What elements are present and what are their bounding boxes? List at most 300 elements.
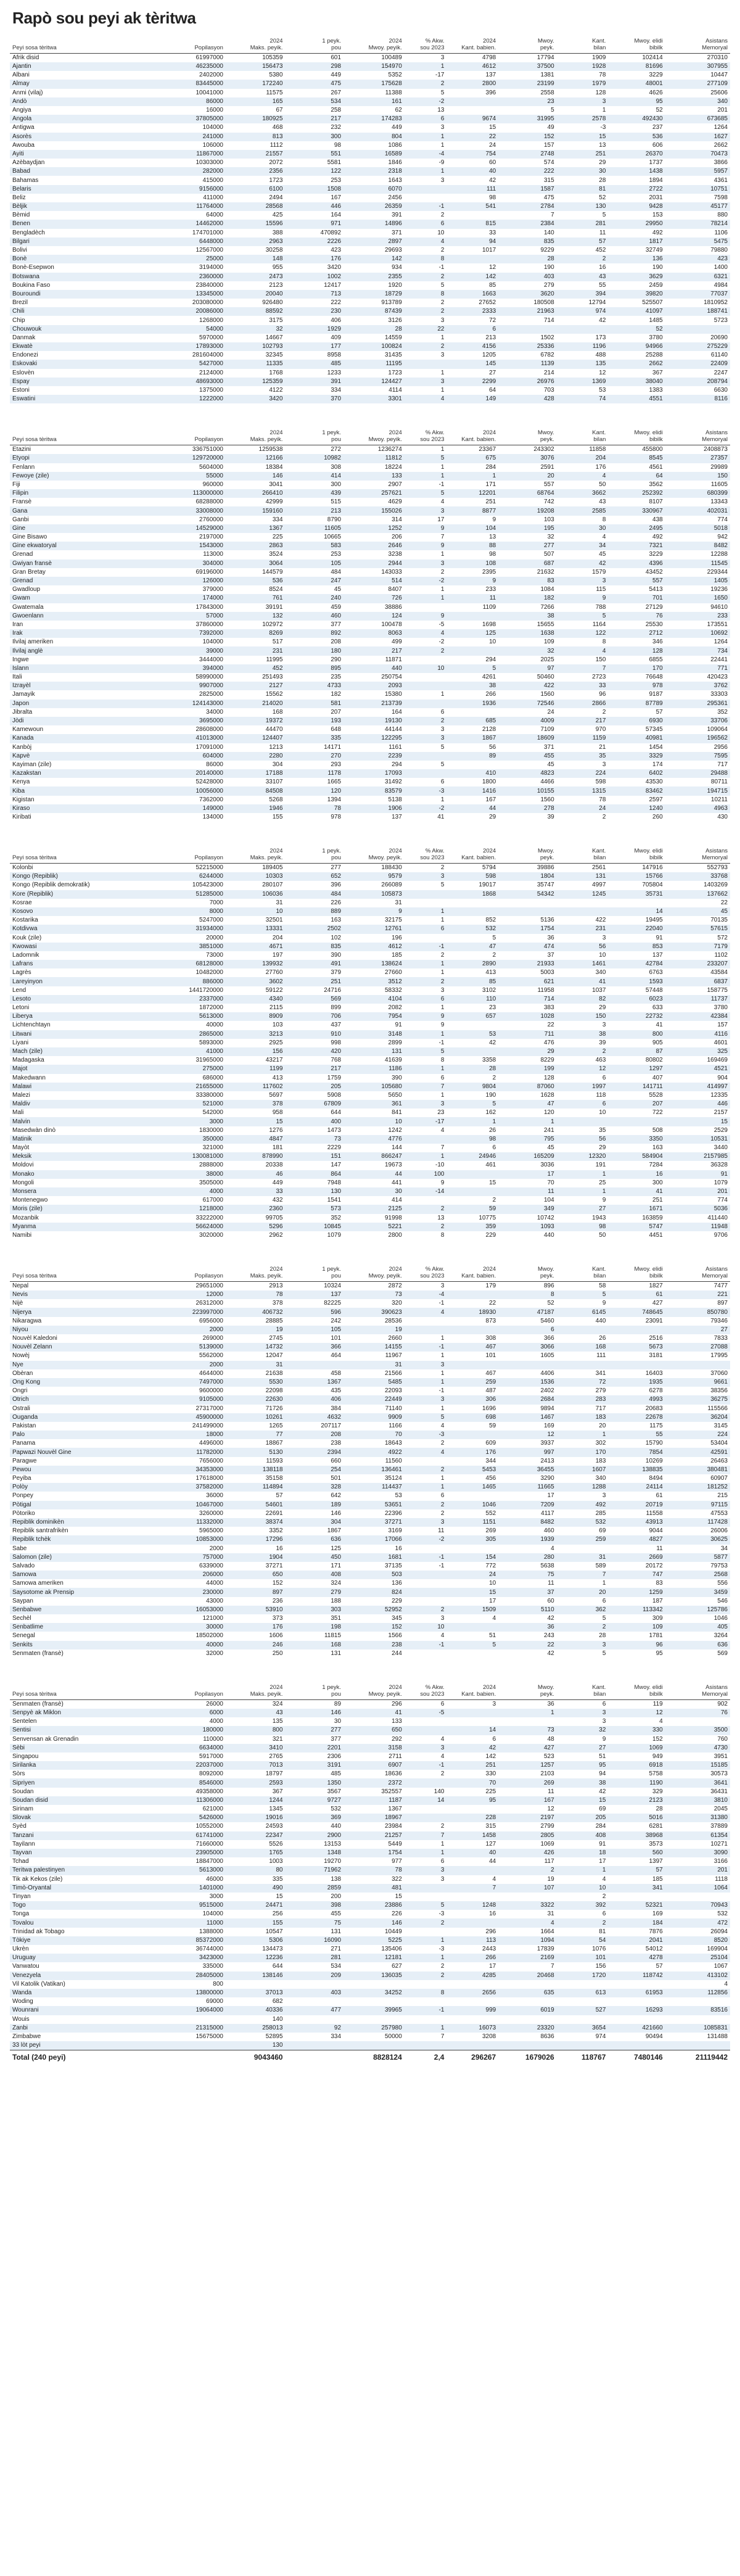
table-row[interactable] [10, 229, 730, 237]
column-header[interactable] [343, 848, 405, 864]
column-header[interactable] [343, 429, 405, 445]
table-row[interactable] [10, 1369, 730, 1378]
table-row[interactable] [10, 804, 730, 813]
table-row[interactable] [10, 211, 730, 220]
table-row[interactable] [10, 1108, 730, 1117]
table-row[interactable] [10, 307, 730, 316]
column-header[interactable] [405, 429, 447, 445]
table-row[interactable] [10, 1012, 730, 1021]
table-row[interactable] [10, 725, 730, 734]
table-row[interactable] [10, 1395, 730, 1404]
value-cell: 30 [286, 1717, 343, 1726]
table-row[interactable] [10, 351, 730, 360]
table-row[interactable] [10, 342, 730, 351]
column-header[interactable] [286, 38, 343, 54]
table-row[interactable] [10, 1223, 730, 1231]
table-row[interactable] [10, 1196, 730, 1205]
table-row[interactable] [10, 1170, 730, 1179]
value-cell: 294 [343, 761, 405, 769]
table-row[interactable] [10, 220, 730, 228]
table-row[interactable] [10, 1430, 730, 1439]
table-row[interactable] [10, 1100, 730, 1108]
table-row[interactable] [10, 1623, 730, 1632]
table-row[interactable] [10, 752, 730, 761]
table-row[interactable] [10, 778, 730, 786]
column-header[interactable] [557, 848, 609, 864]
column-header[interactable] [10, 429, 139, 445]
table-row[interactable] [10, 1326, 730, 1334]
table-row[interactable] [10, 1588, 730, 1596]
table-row[interactable] [10, 1413, 730, 1422]
table-row[interactable] [10, 445, 730, 455]
table-row[interactable] [10, 1509, 730, 1518]
table-row[interactable] [10, 629, 730, 638]
column-header[interactable] [405, 1266, 447, 1282]
column-header[interactable] [608, 429, 665, 445]
table-row[interactable] [10, 524, 730, 533]
table-row[interactable] [10, 1126, 730, 1135]
table-row[interactable] [10, 1483, 730, 1492]
table-row[interactable] [10, 1778, 730, 1787]
table-row[interactable] [10, 1849, 730, 1857]
country-name-cell: Ongri [10, 1387, 139, 1395]
value-cell: 30 [343, 1187, 405, 1196]
column-header[interactable] [10, 38, 139, 54]
table-row[interactable] [10, 621, 730, 629]
table-row[interactable] [10, 1144, 730, 1152]
table-row[interactable] [10, 1439, 730, 1448]
column-header[interactable] [608, 1684, 665, 1700]
value-cell [608, 2041, 665, 2050]
table-row[interactable] [10, 498, 730, 506]
column-header[interactable] [139, 848, 226, 864]
value-cell: 46 [226, 1170, 286, 1179]
table-row[interactable] [10, 1579, 730, 1588]
column-header[interactable] [665, 38, 730, 54]
table-row[interactable] [10, 1752, 730, 1761]
table-row[interactable] [10, 489, 730, 498]
column-header[interactable] [608, 38, 665, 54]
table-row[interactable] [10, 1545, 730, 1553]
column-header[interactable] [446, 38, 498, 54]
column-header[interactable] [10, 1266, 139, 1282]
table-row[interactable] [10, 2015, 730, 2024]
table-row[interactable] [10, 925, 730, 933]
table-row[interactable] [10, 960, 730, 968]
table-row[interactable] [10, 664, 730, 673]
table-row[interactable] [10, 202, 730, 211]
value-cell: 138118 [226, 1466, 286, 1474]
value-cell: 198 [286, 1623, 343, 1632]
table-row[interactable] [10, 594, 730, 603]
table-row[interactable] [10, 943, 730, 951]
table-row[interactable] [10, 1231, 730, 1240]
table-row[interactable] [10, 977, 730, 986]
table-row[interactable] [10, 1457, 730, 1466]
value-cell [286, 1361, 343, 1369]
table-row[interactable] [10, 454, 730, 463]
column-header[interactable] [665, 1266, 730, 1282]
table-row[interactable] [10, 899, 730, 907]
table-row[interactable] [10, 690, 730, 699]
table-row[interactable] [10, 1056, 730, 1065]
table-row[interactable] [10, 1161, 730, 1170]
table-row[interactable] [10, 481, 730, 489]
table-row[interactable] [10, 1796, 730, 1805]
table-row[interactable] [10, 1875, 730, 1884]
table-row[interactable] [10, 1971, 730, 1980]
table-row[interactable] [10, 700, 730, 708]
table-row[interactable] [10, 1074, 730, 1083]
table-row[interactable] [10, 559, 730, 568]
column-header[interactable] [608, 848, 665, 864]
table-row[interactable] [10, 743, 730, 752]
table-row[interactable] [10, 1474, 730, 1483]
table-row[interactable] [10, 1735, 730, 1744]
table-row[interactable] [10, 734, 730, 743]
table-row[interactable] [10, 360, 730, 368]
value-cell: 89 [286, 1699, 343, 1709]
table-row[interactable] [10, 97, 730, 106]
table-row[interactable] [10, 1571, 730, 1579]
value-cell: 81 [557, 1928, 609, 1936]
country-name-cell: Niyou [10, 1326, 139, 1334]
column-header[interactable] [665, 848, 730, 864]
column-header[interactable] [343, 1266, 405, 1282]
table-row[interactable] [10, 1641, 730, 1649]
column-header[interactable] [557, 1266, 609, 1282]
column-header[interactable] [498, 848, 556, 864]
value-cell: 3629 [608, 273, 665, 281]
table-row[interactable] [10, 769, 730, 778]
column-header[interactable] [446, 429, 498, 445]
table-row[interactable] [10, 968, 730, 977]
column-header[interactable] [286, 1684, 343, 1700]
table-row[interactable] [10, 1989, 730, 1997]
table-row[interactable] [10, 1117, 730, 1126]
table-row[interactable] [10, 1822, 730, 1831]
column-header-line2: bibilk [649, 854, 663, 862]
value-cell: 12567000 [139, 246, 226, 255]
table-row[interactable] [10, 1205, 730, 1213]
table-row[interactable] [10, 176, 730, 184]
table-row[interactable] [10, 673, 730, 682]
table-row[interactable] [10, 246, 730, 255]
value-cell: 2 [405, 1971, 447, 1980]
column-header[interactable] [446, 848, 498, 864]
value-cell: 2124000 [139, 369, 226, 378]
table-row[interactable] [10, 585, 730, 594]
table-row[interactable] [10, 1936, 730, 1945]
table-row[interactable] [10, 717, 730, 725]
table-row[interactable] [10, 386, 730, 395]
table-row[interactable] [10, 290, 730, 299]
table-row[interactable] [10, 1954, 730, 1962]
table-row[interactable] [10, 1788, 730, 1796]
column-header[interactable] [557, 1684, 609, 1700]
table-row[interactable] [10, 1030, 730, 1039]
table-row[interactable] [10, 1866, 730, 1875]
table-row[interactable] [10, 316, 730, 324]
table-row[interactable] [10, 1962, 730, 1971]
table-row[interactable] [10, 761, 730, 769]
table-row[interactable] [10, 463, 730, 472]
column-header[interactable] [10, 1684, 139, 1700]
column-header[interactable] [498, 1684, 556, 1700]
table-row[interactable] [10, 1422, 730, 1430]
table-row[interactable] [10, 1709, 730, 1717]
table-row[interactable] [10, 1761, 730, 1770]
table-row[interactable] [10, 550, 730, 559]
column-header[interactable] [139, 429, 226, 445]
table-row[interactable] [10, 150, 730, 159]
table-row[interactable] [10, 907, 730, 916]
table-row[interactable] [10, 1632, 730, 1640]
column-header[interactable] [446, 1684, 498, 1700]
table-row[interactable] [10, 1466, 730, 1474]
table-row[interactable] [10, 1997, 730, 2006]
table-row[interactable] [10, 281, 730, 290]
table-row[interactable] [10, 378, 730, 386]
table-row[interactable] [10, 542, 730, 550]
table-row[interactable] [10, 71, 730, 80]
table-row[interactable] [10, 1717, 730, 1726]
table-row[interactable] [10, 568, 730, 577]
table-row[interactable] [10, 1918, 730, 1927]
table-row[interactable] [10, 1535, 730, 1544]
table-row[interactable] [10, 1945, 730, 1954]
table-row[interactable] [10, 1343, 730, 1352]
table-row[interactable] [10, 1039, 730, 1047]
table-row[interactable] [10, 334, 730, 342]
table-row[interactable] [10, 141, 730, 150]
table-row[interactable] [10, 1290, 730, 1299]
table-row[interactable] [10, 864, 730, 873]
column-header[interactable] [608, 1266, 665, 1282]
column-header[interactable] [343, 38, 405, 54]
table-row[interactable] [10, 89, 730, 97]
column-header[interactable] [226, 1266, 286, 1282]
table-row[interactable] [10, 951, 730, 960]
table-row[interactable] [10, 1857, 730, 1866]
table-row[interactable] [10, 682, 730, 690]
table-row[interactable] [10, 1135, 730, 1144]
table-row[interactable] [10, 159, 730, 167]
table-row[interactable] [10, 708, 730, 717]
table-row[interactable] [10, 796, 730, 804]
table-row[interactable] [10, 1214, 730, 1223]
column-header[interactable] [139, 1266, 226, 1282]
column-header[interactable] [139, 1684, 226, 1700]
table-row[interactable] [10, 1299, 730, 1308]
table-row[interactable] [10, 1387, 730, 1395]
table-row[interactable] [10, 1928, 730, 1936]
table-row[interactable] [10, 1893, 730, 1901]
table-row[interactable] [10, 237, 730, 246]
column-header[interactable] [557, 429, 609, 445]
column-header-line2: bibilk [649, 436, 663, 444]
table-row[interactable] [10, 656, 730, 664]
table-row[interactable] [10, 612, 730, 621]
value-cell: 10303000 [139, 159, 226, 167]
table-row[interactable] [10, 325, 730, 334]
column-header-line1 [142, 1266, 223, 1273]
column-header[interactable] [226, 38, 286, 54]
table-row[interactable] [10, 1187, 730, 1196]
table-row[interactable] [10, 1699, 730, 1709]
table-row[interactable] [10, 506, 730, 515]
table-row[interactable] [10, 1378, 730, 1387]
table-row[interactable] [10, 1805, 730, 1814]
value-cell: 229 [343, 1597, 405, 1606]
table-row[interactable] [10, 1614, 730, 1623]
table-row[interactable] [10, 273, 730, 281]
table-row[interactable] [10, 255, 730, 263]
table-row[interactable] [10, 1606, 730, 1614]
table-row[interactable] [10, 890, 730, 899]
table-row[interactable] [10, 786, 730, 795]
table-row[interactable] [10, 167, 730, 176]
table-row[interactable] [10, 1562, 730, 1571]
table-row[interactable] [10, 1744, 730, 1752]
column-header[interactable] [446, 1266, 498, 1282]
table-row[interactable] [10, 369, 730, 378]
column-header[interactable] [286, 848, 343, 864]
value-cell: 367 [608, 369, 665, 378]
table-row[interactable] [10, 1152, 730, 1161]
table-row[interactable] [10, 577, 730, 585]
table-row[interactable] [10, 54, 730, 63]
table-row[interactable] [10, 1334, 730, 1343]
column-header[interactable] [226, 848, 286, 864]
table-row[interactable] [10, 395, 730, 403]
table-row[interactable] [10, 1405, 730, 1413]
table-row[interactable] [10, 1649, 730, 1658]
table-row[interactable] [10, 986, 730, 995]
table-row[interactable] [10, 916, 730, 925]
table-row[interactable] [10, 1065, 730, 1073]
table-row[interactable] [10, 1527, 730, 1535]
column-header[interactable] [405, 38, 447, 54]
table-row[interactable] [10, 533, 730, 542]
column-header[interactable] [226, 429, 286, 445]
column-header[interactable] [498, 1266, 556, 1282]
table-row[interactable] [10, 1597, 730, 1606]
column-header[interactable] [498, 38, 556, 54]
table-row[interactable] [10, 934, 730, 943]
table-row[interactable] [10, 995, 730, 1004]
table-row[interactable] [10, 2041, 730, 2050]
table-row[interactable] [10, 1308, 730, 1316]
table-row[interactable] [10, 638, 730, 646]
table-row[interactable] [10, 299, 730, 307]
table-row[interactable] [10, 1884, 730, 1893]
table-row[interactable] [10, 133, 730, 141]
column-header[interactable] [286, 1266, 343, 1282]
value-cell: 340 [557, 1474, 609, 1483]
value-cell: 22098 [226, 1387, 286, 1395]
table-row[interactable] [10, 1091, 730, 1100]
table-row[interactable] [10, 646, 730, 655]
table-row[interactable] [10, 106, 730, 115]
value-cell: 113000 [139, 550, 226, 559]
column-header[interactable] [665, 1684, 730, 1700]
table-row[interactable] [10, 185, 730, 194]
value-cell: 85 [446, 281, 498, 290]
table-row[interactable] [10, 2006, 730, 2015]
column-header[interactable] [10, 848, 139, 864]
table-row[interactable] [10, 1553, 730, 1562]
table-row[interactable] [10, 516, 730, 524]
table-row[interactable] [10, 1518, 730, 1527]
table-row[interactable] [10, 2033, 730, 2041]
value-cell: 104000 [139, 123, 226, 132]
table-row[interactable] [10, 881, 730, 890]
table-row[interactable] [10, 194, 730, 202]
table-row[interactable] [10, 1910, 730, 1918]
table-row[interactable] [10, 1831, 730, 1840]
column-header[interactable] [405, 1684, 447, 1700]
value-cell: 172240 [226, 80, 286, 88]
table-row[interactable] [10, 1814, 730, 1822]
table-row[interactable] [10, 1840, 730, 1849]
table-row[interactable] [10, 1004, 730, 1012]
column-header[interactable] [286, 429, 343, 445]
table-row[interactable] [10, 115, 730, 123]
table-row[interactable] [10, 1083, 730, 1091]
table-row[interactable] [10, 1317, 730, 1326]
table-row[interactable] [10, 123, 730, 132]
column-header[interactable] [226, 1684, 286, 1700]
value-cell: 955 [226, 263, 286, 272]
table-row[interactable] [10, 1047, 730, 1056]
table-row[interactable] [10, 1448, 730, 1456]
table-row[interactable] [10, 1361, 730, 1369]
table-row[interactable] [10, 62, 730, 71]
table-row[interactable] [10, 2024, 730, 2033]
column-header[interactable] [557, 38, 609, 54]
table-row[interactable] [10, 813, 730, 822]
column-header-line1: % Akw. [425, 848, 445, 855]
table-row[interactable] [10, 1501, 730, 1509]
table-row[interactable] [10, 1901, 730, 1910]
table-row[interactable] [10, 1726, 730, 1735]
table-row[interactable] [10, 80, 730, 88]
value-cell: 2025 [498, 656, 556, 664]
table-row[interactable] [10, 872, 730, 881]
column-header[interactable] [343, 1684, 405, 1700]
value-cell: 14171 [286, 743, 343, 752]
column-header[interactable] [665, 429, 730, 445]
table-row[interactable] [10, 472, 730, 481]
table-row[interactable] [10, 603, 730, 612]
value-cell: 161 [343, 97, 405, 106]
table-row[interactable] [10, 1021, 730, 1030]
column-header[interactable] [498, 429, 556, 445]
column-header[interactable] [405, 848, 447, 864]
table-row[interactable] [10, 1179, 730, 1187]
table-row[interactable] [10, 1282, 730, 1291]
column-header[interactable] [139, 38, 226, 54]
country-name-cell: Makedwann [10, 1074, 139, 1083]
total-row[interactable] [10, 2050, 730, 2065]
table-row[interactable] [10, 1980, 730, 1989]
table-row[interactable] [10, 1770, 730, 1778]
table-row[interactable] [10, 263, 730, 272]
table-row[interactable] [10, 1352, 730, 1360]
table-row[interactable] [10, 1492, 730, 1500]
value-cell: 22 [498, 1021, 556, 1030]
